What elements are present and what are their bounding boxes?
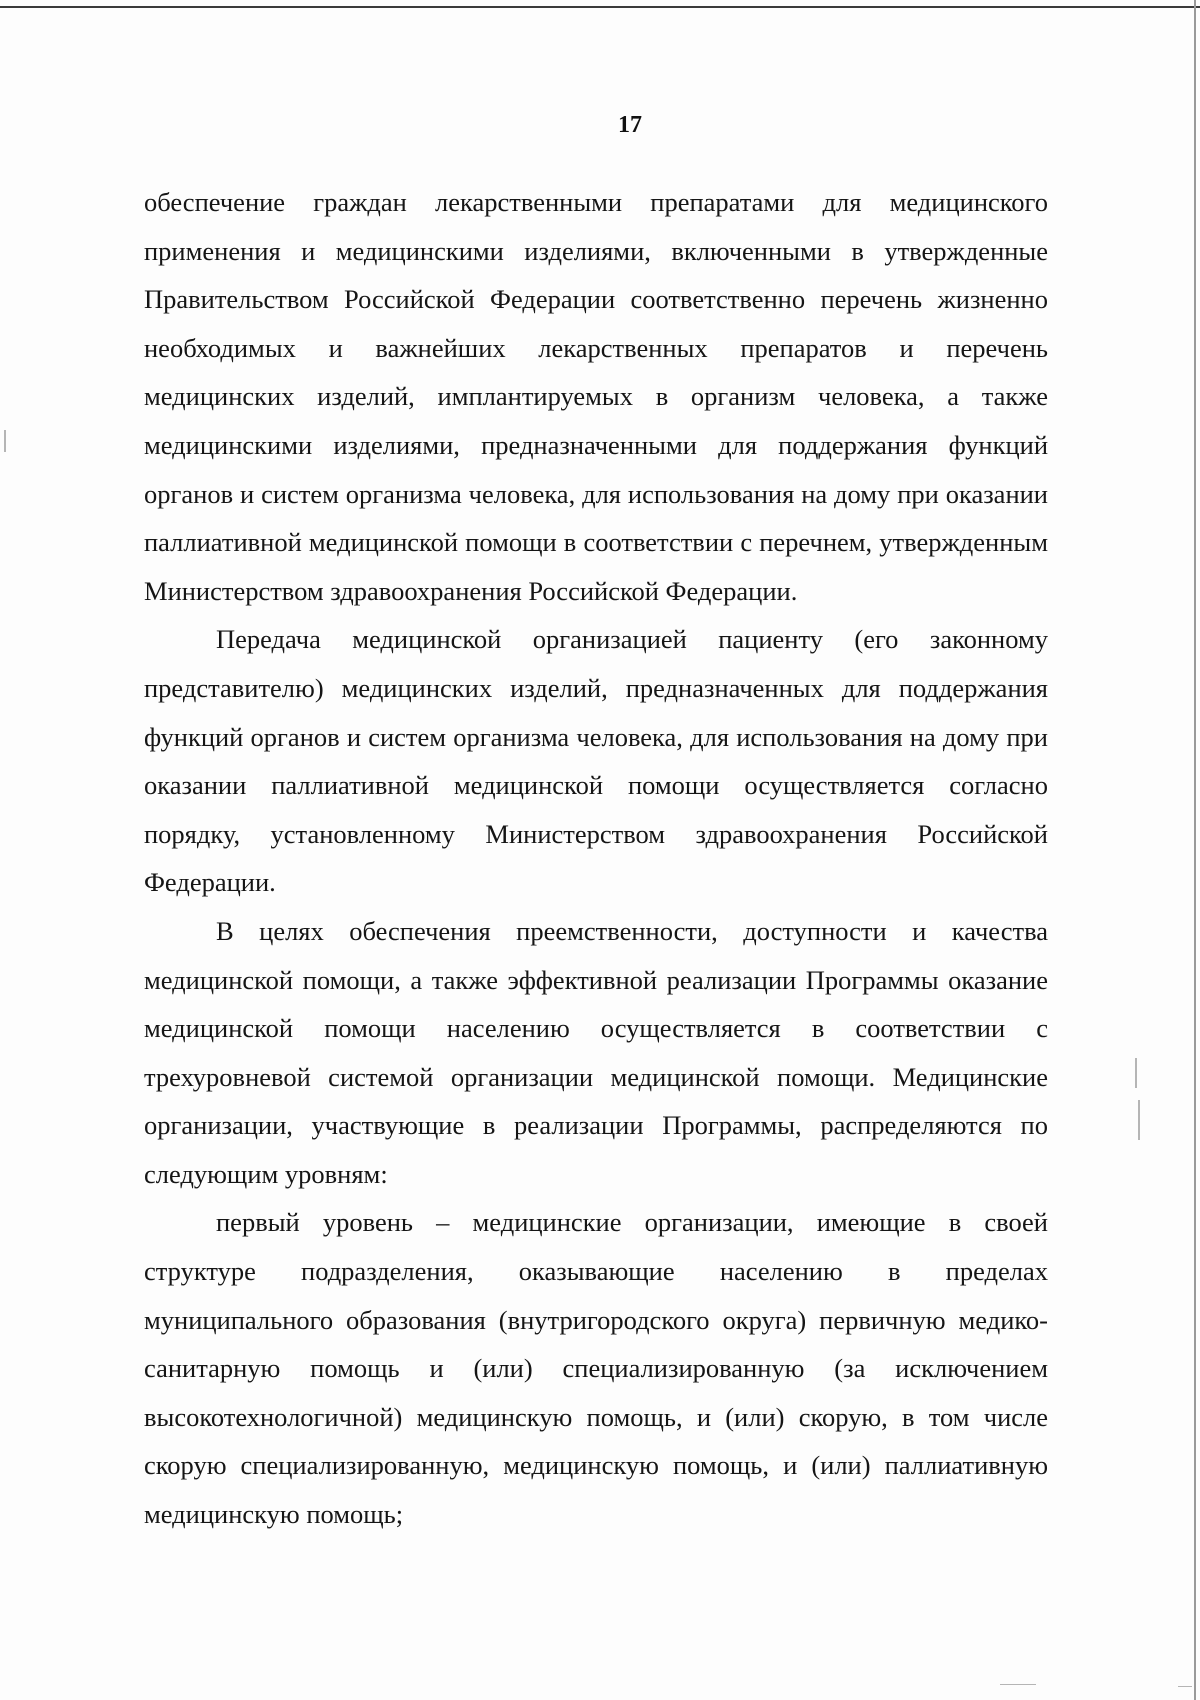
scan-speck — [1135, 1058, 1137, 1088]
scan-speck — [4, 430, 6, 452]
body-text — [144, 178, 1048, 1539]
scan-speck — [1178, 1686, 1192, 1687]
paragraph-medical-devices-transfer: Передача медицинской организацией пациенту (его законному представителю) медицинских изделий, предназначенных для поддержания функций органов и систем организма человека, для использования на дому при оказании паллиативной медицинской помощи осуществляется согласно порядку, установленному Министерством здравоохранения Российской Федерации. — [144, 624, 1048, 898]
scan-speck — [1000, 1684, 1036, 1685]
scan-speck — [1138, 1100, 1140, 1140]
paragraph-continuation: обеспечение граждан лекарственными препаратами для медицинского применения и медицинскими изделиями, включенными в утвержденные Правительством Российской Федерации соответственно перечень жизненно необходимых и важнейших лекарственных препаратов и перечень медицинских изделий, имплантируемых в организм человека, а также медицинскими изделиями, предназначенными для поддержания функций органов и систем организма человека, для использования на дому при оказании паллиативной медицинской помощи в соответствии с перечнем, утвержденным Министерством здравоохранения Российской Федерации. — [144, 187, 1048, 606]
scan-edge-top — [0, 6, 1200, 8]
paragraph-three-level-system: В целях обеспечения преемственности, доступности и качества медицинской помощи, а также эффективной реализации Программы оказание медицинской помощи населению осуществляется в соответствии с трехуровневой системой организации медицинской помощи. Медицинские организации, участвующие в реализации Программы, распределяются по следующим уровням: — [144, 915, 1048, 1189]
page-number: 17 — [618, 112, 642, 138]
paragraph-first-level: первый уровень – медицинские организации, имеющие в своей структуре подразделения, оказывающие населению в пределах муниципального образования (внутригородского округа) первичную медико-санитарную помощь и (или) специализированную (за исключением высокотехнологичной) медицинскую помощь, и (или) скорую, в том числе скорую специализированную, медицинскую помощь, и (или) паллиативную медицинскую помощь; — [144, 1207, 1048, 1530]
scan-edge-right — [1194, 0, 1196, 1700]
